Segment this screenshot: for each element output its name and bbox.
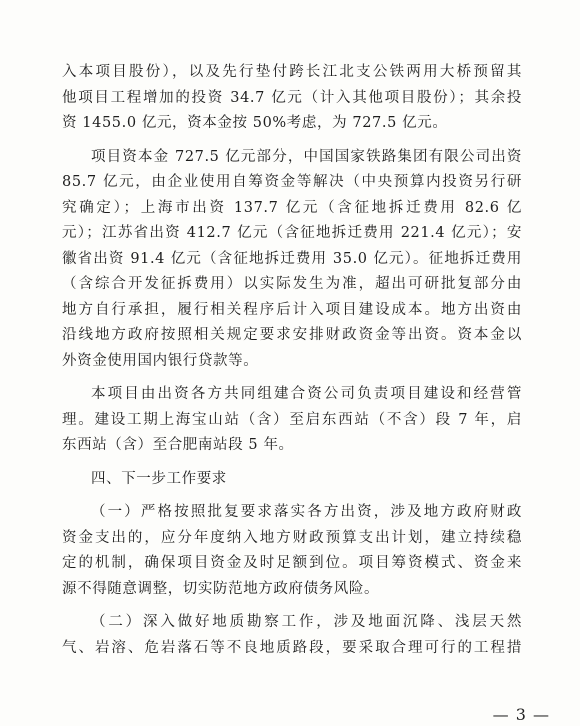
text-line: 源不得随意调整，切实防范地方政府债务风险。 xyxy=(62,580,380,597)
text-line: 项目资本金 727.5 亿元部分，中国国家铁路集团有限公司出资 xyxy=(91,148,522,165)
text-line: 气、岩溶、危岩落石等不良地质路段，要采取合理可行的工程措 xyxy=(62,639,522,656)
paragraph-capital-allocation xyxy=(62,145,522,375)
text-line: 究确定）；上海市出资 137.7 亿元（含征地拆迁费用 82.6 亿 xyxy=(62,199,522,216)
section-heading-next-steps xyxy=(62,467,522,493)
section-heading: 四、下一步工作要求 xyxy=(91,470,227,487)
text-line: 东西站（含）至合肥南站段 5 年。 xyxy=(62,437,294,453)
text-line: 地方自行承担，履行相关程序后计入项目建设成本。地方出资由 xyxy=(62,301,522,318)
paragraph-requirement-2 xyxy=(62,610,522,661)
text-line: （含综合开发征拆费用）以实际发生为准，超出可研批复部分由 xyxy=(62,276,522,292)
paragraph-construction-schedule xyxy=(62,382,522,459)
text-line: （二）深入做好地质勘察工作，涉及地面沉降、浅层天然 xyxy=(91,614,522,630)
text-line: 外资金使用国内银行贷款等。 xyxy=(62,352,259,369)
text-line: 元）；江苏省出资 412.7 亿元（含征地拆迁费用 221.4 亿元）；安 xyxy=(62,225,522,241)
text-line: 资 1455.0 亿元，资本金按 50%考虑，为 727.5 亿元。 xyxy=(62,115,448,131)
text-line: 85.7 亿元，由企业使用自筹资金等解决（中央预算内投资另行研 xyxy=(62,174,522,190)
text-line: （一）严格按照批复要求落实各方出资，涉及地方政府财政 xyxy=(91,504,522,520)
page-number: — 3 — xyxy=(492,705,550,724)
paragraph-requirement-1 xyxy=(62,500,522,602)
paragraph-investment-summary xyxy=(62,60,522,137)
text-line: 理。建设工期上海宝山站（含）至启东西站（不含）段 7 年，启 xyxy=(62,411,522,428)
text-line: 沿线地方政府按照相关规定要求安排财政资金等出资。资本金以 xyxy=(62,327,522,343)
text-line: 入本项目股份），以及先行垫付跨长江北支公铁两用大桥预留其 xyxy=(62,64,522,80)
document-body xyxy=(62,60,522,669)
text-line: 定的机制，确保项目资金及时足额到位。项目筹资模式、资金来 xyxy=(62,555,522,571)
text-line: 资金支出的，应分年度纳入地方财政预算支出计划，建立持续稳 xyxy=(62,529,522,546)
text-line: 本项目由出资各方共同组建合资公司负责项目建设和经营管 xyxy=(91,386,522,402)
text-line: 他项目工程增加的投资 34.7 亿元（计入其他项目股份）；其余投 xyxy=(62,89,522,106)
text-line: 徽省出资 91.4 亿元（含征地拆迁费用 35.0 亿元）。征地拆迁费用 xyxy=(62,250,522,267)
